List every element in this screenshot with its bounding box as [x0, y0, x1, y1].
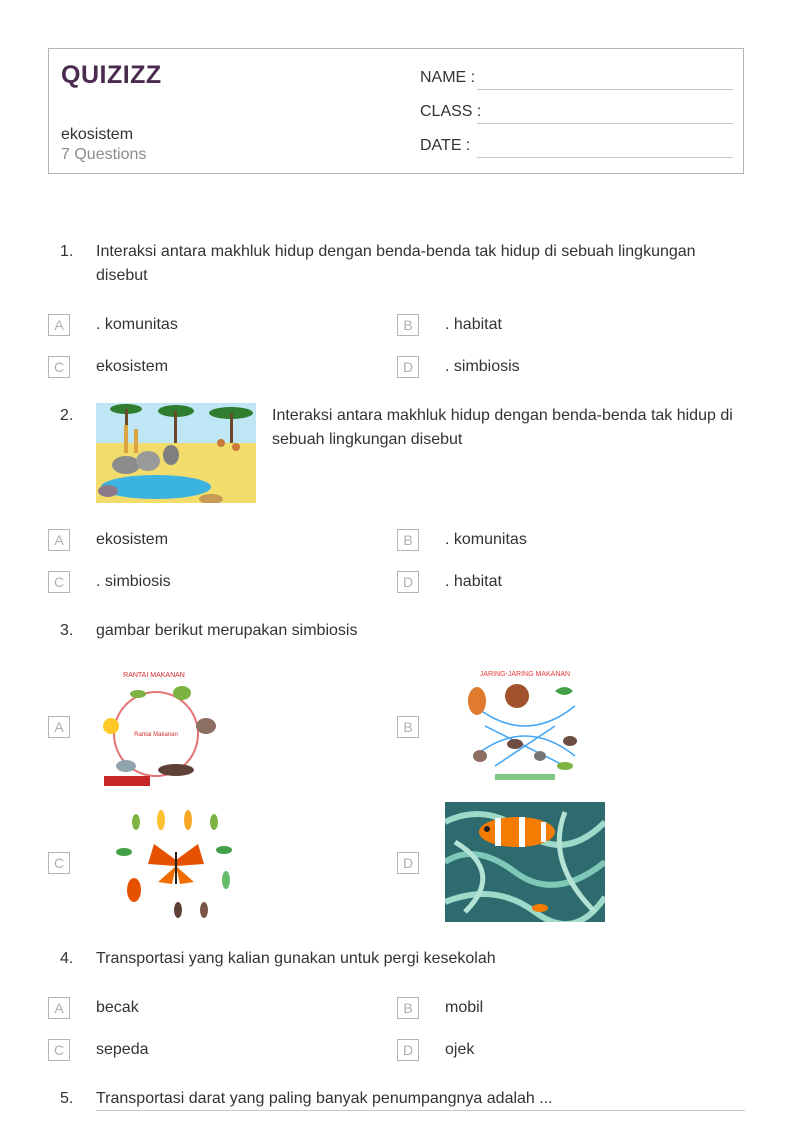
worksheet-header	[48, 48, 744, 174]
option-text[interactable]: sepeda	[96, 1041, 149, 1058]
question-text: Transportasi darat yang paling banyak penumpangnya adalah ...	[96, 1090, 553, 1107]
option-letter[interactable]: B	[397, 716, 419, 738]
option-letter[interactable]: B	[397, 314, 419, 336]
option-letter[interactable]: A	[48, 716, 70, 738]
question-text: Interaksi antara makhluk hidup dengan benda-benda tak hidup di sebuah lingkungan disebut	[272, 407, 733, 448]
question-number: 5.	[60, 1090, 74, 1107]
option-letter[interactable]: C	[48, 356, 70, 378]
question-count: 7 Questions	[61, 146, 147, 163]
option-letter[interactable]: D	[397, 571, 419, 593]
option-text[interactable]: mobil	[445, 999, 484, 1016]
option-text[interactable]: . simbiosis	[445, 358, 520, 375]
question-number: 4.	[60, 950, 74, 967]
option-letter[interactable]: C	[48, 852, 70, 874]
clownfish-anemone-image[interactable]	[445, 802, 605, 922]
option-text[interactable]: ekosistem	[96, 531, 169, 548]
date-field[interactable]	[477, 157, 733, 158]
class-field[interactable]	[477, 123, 733, 124]
savanna-ecosystem-image	[96, 403, 256, 503]
name-field[interactable]	[477, 89, 733, 90]
question-text: gambar berikut merupakan simbiosis	[96, 622, 358, 639]
answer-line	[96, 1110, 745, 1111]
option-text[interactable]: . habitat	[445, 316, 502, 333]
option-letter[interactable]: A	[48, 997, 70, 1019]
name-label: NAME :	[420, 69, 476, 86]
question-number: 3.	[60, 622, 74, 639]
option-letter[interactable]: B	[397, 529, 419, 551]
butterfly-metamorphosis-image[interactable]	[96, 802, 256, 922]
food-web-image[interactable]	[455, 666, 593, 788]
question-number: 2.	[60, 407, 74, 424]
option-letter[interactable]: C	[48, 571, 70, 593]
option-text[interactable]: . habitat	[445, 573, 502, 590]
option-text[interactable]: . simbiosis	[96, 573, 171, 590]
food-web-title: JARING-JARING MAKANAN	[479, 671, 571, 678]
question-number: 1.	[60, 243, 74, 260]
quizizz-logo: QUIZIZZ	[61, 61, 162, 89]
option-text[interactable]: ojek	[445, 1041, 475, 1058]
option-letter[interactable]: A	[48, 529, 70, 551]
option-text[interactable]: . komunitas	[96, 316, 178, 333]
class-label: CLASS :	[420, 103, 482, 120]
option-text[interactable]: ekosistem	[96, 358, 169, 375]
question-text: Transportasi yang kalian gunakan untuk pergi kesekolah	[96, 950, 496, 967]
option-text[interactable]: becak	[96, 999, 139, 1016]
question-text: Interaksi antara makhluk hidup dengan benda-benda tak hidup di sebuah lingkungan disebut	[96, 243, 696, 284]
food-chain-caption: Rantai Makanan	[134, 732, 178, 738]
option-letter[interactable]: D	[397, 852, 419, 874]
option-letter[interactable]: A	[48, 314, 70, 336]
option-letter[interactable]: D	[397, 1039, 419, 1061]
food-chain-image[interactable]	[96, 666, 216, 788]
option-letter[interactable]: D	[397, 356, 419, 378]
option-letter[interactable]: C	[48, 1039, 70, 1061]
worksheet-title: ekosistem	[61, 126, 134, 143]
option-letter[interactable]: B	[397, 997, 419, 1019]
date-label: DATE :	[420, 137, 471, 154]
option-text[interactable]: . komunitas	[445, 531, 527, 548]
food-chain-title: RANTAI MAKANAN	[123, 672, 185, 679]
